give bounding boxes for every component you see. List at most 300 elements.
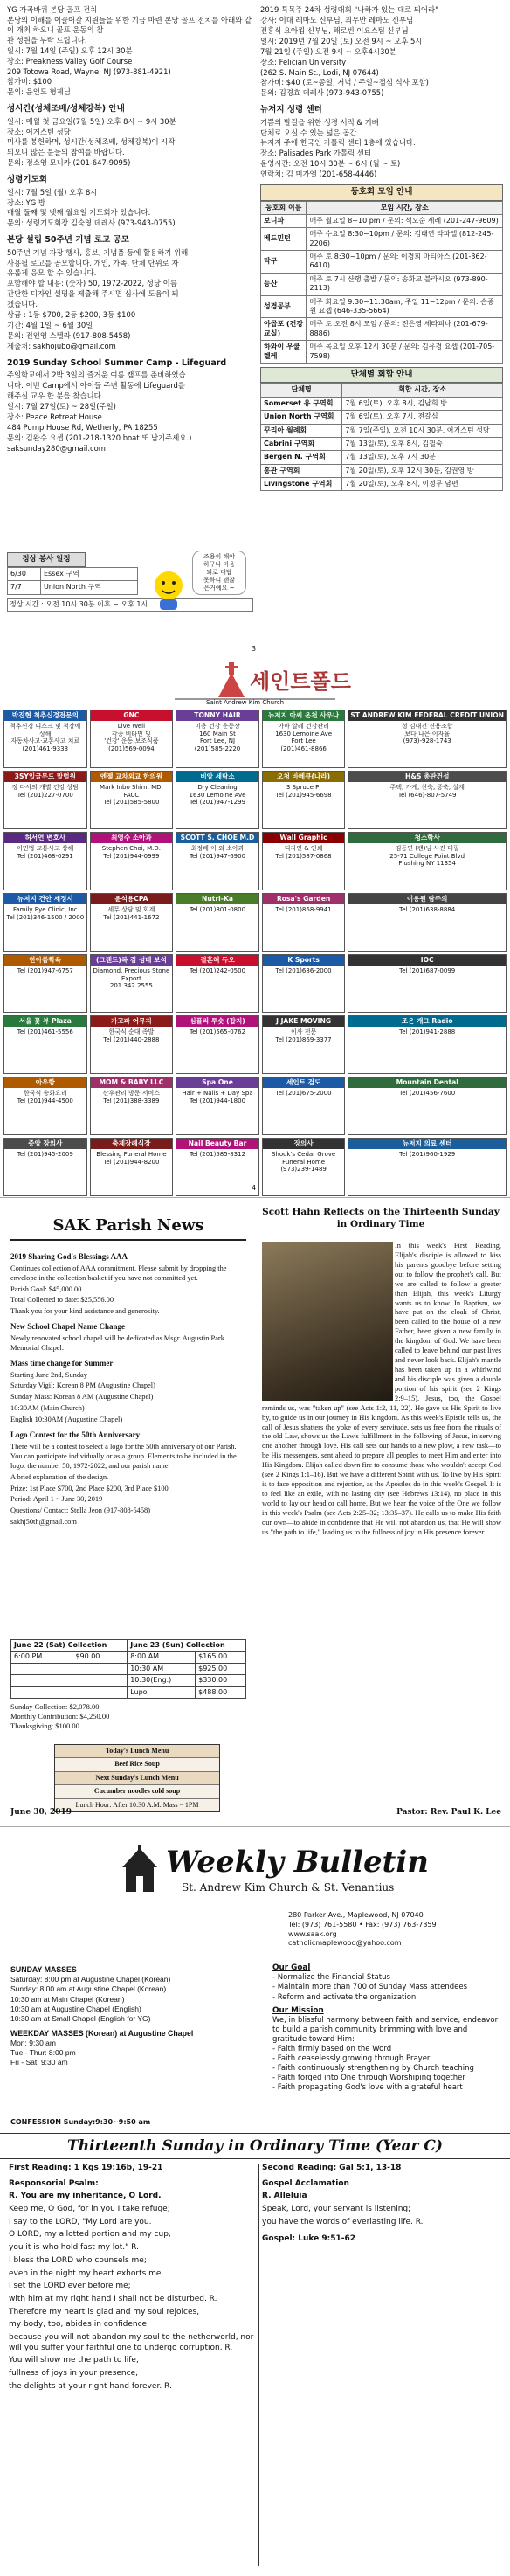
announcement-line: 일시: 7월 5일 (월) 오후 8시 bbox=[7, 187, 98, 197]
announcement-line: 유롭게 응모 할 수 있습니다. bbox=[7, 268, 97, 278]
announcement-line: 운영시간: 오전 10시 30분 ~ 6시 (월 ~ 토) bbox=[260, 159, 401, 169]
announcement-line: 484 Pump House Rd, Wetherly, PA 18255 bbox=[7, 422, 158, 432]
clubs-title: 동호회 모임 안내 bbox=[260, 184, 503, 200]
ad-title: Nutri-Ka bbox=[176, 894, 258, 904]
ad-line: 세무 상담 및 회계 bbox=[107, 905, 155, 913]
page-number: 4 bbox=[252, 1184, 257, 1192]
first-reading: First Reading: 1 Kgs 19:16b, 19-21 bbox=[9, 2164, 163, 2172]
announcement-line: 기쁨의 발걸을 위한 성경 서적 & 기배 bbox=[260, 117, 379, 127]
ad-line: Dry Cleaning bbox=[197, 783, 238, 791]
ad-line: 최정배·이 외 소아과 bbox=[190, 844, 245, 852]
mission-line: - Faith firmly based on the Word bbox=[272, 2045, 392, 2054]
announcement-line: 미사를 봉헌하며, 성시간(성체조배, 성체강복)이 시작 bbox=[7, 137, 176, 147]
ad-body bbox=[263, 843, 345, 890]
ad-title: 최영수 소아과 bbox=[91, 833, 173, 843]
mission-line: - Faith ceaselessly growing through Prayer bbox=[272, 2054, 431, 2064]
ad-title: 엔젤 교차외교 한의원 bbox=[91, 772, 173, 782]
announcement-line: 강사: 이대 레마도 신부님, 최무만 레마도 신부님 bbox=[260, 15, 414, 24]
ad-body bbox=[91, 1088, 173, 1134]
patrol-table bbox=[7, 567, 138, 595]
advertisement bbox=[176, 954, 259, 1013]
ad-body bbox=[91, 721, 173, 767]
announcement-line: 문의: 전인영 스텔라 (917-808-5458) bbox=[7, 331, 131, 340]
news-line: 10:30AM (Main Church) bbox=[10, 1404, 85, 1413]
ad-line: 미용 건강 운동장 bbox=[195, 722, 240, 730]
ad-line: Tel (201)242-0500 bbox=[189, 966, 246, 974]
bubble-line: 되로 대답 bbox=[206, 569, 232, 577]
news-line: Prize: 1st Place $700, 2nd Place $200, 3rd Place $100 bbox=[10, 1484, 169, 1492]
collection-cell bbox=[72, 1663, 128, 1674]
ad-line: Flushing NY 11354 bbox=[398, 860, 456, 868]
group-time-cell: 매주 목요일 오후 12시 30분 / 문의: 김유경 요셉 (201-705-7598) bbox=[307, 341, 503, 364]
group-time-cell: 매주 화요일 9:30~11:30am, 주일 11~12pm / 문의: 손종원 요셉 (646-335-5664) bbox=[307, 295, 503, 318]
mission-line: We, in blissful harmony between faith and service, endeavor to build a parish community brimming with love and gratitude toward Him: bbox=[272, 2015, 499, 2045]
group-name-cell: 꾸리아 월례회 bbox=[261, 424, 342, 437]
ad-line: 각종 비타민 및 bbox=[111, 730, 151, 737]
table-row bbox=[11, 1686, 246, 1698]
announcement-line: saksunday280@gmail.com bbox=[7, 443, 106, 453]
ad-body bbox=[91, 1027, 173, 1073]
group-time-cell: 7월 20일(토), 오후 12시 30분, 김권영 방 bbox=[342, 464, 503, 477]
sak-parish-news-title: SAK Parish News bbox=[10, 1215, 246, 1241]
announcement-line: 뉴저지 주에 한국인 가톨릭 센터 1층에 있습니다. bbox=[260, 138, 416, 148]
psalm-line: fullness of joys in your presence, bbox=[9, 2369, 138, 2378]
advertisement bbox=[262, 832, 346, 890]
group-name-cell: 하와이 우쿨렐레 bbox=[261, 341, 307, 364]
ad-title: J JAKE MOVING bbox=[263, 1016, 345, 1027]
weekly-bulletin-title: Weekly Bulletin bbox=[166, 1845, 430, 1880]
collection-cell: $165.00 bbox=[196, 1652, 246, 1663]
ad-line: 디자인 & 인쇄 bbox=[284, 844, 323, 852]
announcement-line: 해주실 교우 한 분을 찾습니다. bbox=[7, 391, 104, 401]
ad-body bbox=[263, 1027, 345, 1073]
ad-title: 이용원 탐주의 bbox=[348, 894, 506, 904]
psalm-response: R. You are my inheritance, O Lord. bbox=[9, 2192, 162, 2201]
announcement-line: 일시: 7월 14일 (주일) 오후 12시 30분 bbox=[7, 45, 133, 55]
group-name-cell: 베드민턴 bbox=[261, 228, 307, 251]
sunday-masses-title: SUNDAY MASSES bbox=[10, 1965, 77, 1974]
news-line: Thank you for your kind assistance and generosity. bbox=[10, 1307, 160, 1316]
page-advertisements bbox=[0, 655, 510, 1197]
group-name-cell: 등산 bbox=[261, 273, 307, 295]
news-line: Total Collected to date: $25,556.00 bbox=[10, 1296, 114, 1305]
ad-line: 25-71 College Point Blvd bbox=[389, 852, 465, 860]
ad-body bbox=[348, 721, 506, 767]
announcement-line: 문의: 윤인도 형제님 bbox=[7, 87, 71, 97]
advertisement bbox=[176, 1015, 259, 1074]
advertisement bbox=[262, 710, 346, 768]
ad-line: Fort Lee, NJ bbox=[199, 737, 236, 745]
advertisement bbox=[262, 771, 346, 829]
ad-body bbox=[4, 843, 86, 890]
lunch-hours: Lunch Hour: After 10:30 A.M. Mass ~ 1PM bbox=[75, 1800, 199, 1809]
ad-body bbox=[263, 1088, 345, 1134]
psalm-line: O LORD, my allotted portion and my cup, bbox=[9, 2230, 171, 2240]
ad-line: 한국식 송화요리 bbox=[24, 1089, 67, 1097]
advertisement bbox=[3, 1138, 87, 1196]
group-time-cell: 7월 13일(토), 오후 8시, 김필숙 bbox=[342, 437, 503, 450]
ad-line: Tel (201)587-0868 bbox=[275, 852, 332, 860]
ad-line: Tel (201)869-3377 bbox=[275, 1035, 332, 1043]
ads-header-sub: Saint Andrew Kim Church bbox=[206, 699, 285, 706]
announcement-title: 2019 Sunday School Summer Camp - Lifeguard bbox=[7, 357, 227, 368]
collection-week1-label: June 22 (Sat) Collection bbox=[11, 1640, 128, 1652]
news-line: There will be a contest to select a logo for the 50th anniversary of our Parish. You can participate individually or as a group. Elements to be included in the logo: the number 50, 1972-2022, and our parish name. bbox=[10, 1442, 237, 1470]
news-line: Starting June 2nd, Sunday bbox=[10, 1370, 87, 1379]
advertisement bbox=[348, 893, 507, 952]
announcement-block bbox=[260, 5, 503, 98]
collection-cell: $488.00 bbox=[196, 1686, 246, 1698]
group-time-cell: 7월 13일(토), 오후 7시 30분 bbox=[342, 451, 503, 464]
table-row bbox=[11, 1652, 246, 1663]
patrol-speech-bubble bbox=[192, 551, 246, 595]
psalm-title: Responsorial Psalm: bbox=[9, 2178, 99, 2188]
second-reading: Second Reading: Gal 5:1, 13-18 bbox=[262, 2164, 402, 2172]
announcement-line: 일시: 7월 27일(토) ~ 28일(주일) bbox=[7, 401, 116, 411]
ad-line: (201)461-9333 bbox=[22, 745, 69, 753]
announcement-line: 전흥식 요아킴 신부님, 해로빈 이요스팀 신부님 bbox=[260, 25, 409, 35]
ad-line: Tel (201)440-2888 bbox=[103, 1035, 160, 1043]
advertisement bbox=[90, 1015, 174, 1074]
table-row bbox=[261, 214, 503, 227]
groups-col-name: 단체명 bbox=[261, 384, 342, 397]
patrol-date: 6/30 bbox=[8, 568, 41, 581]
ad-line: Tel (201)944-1800 bbox=[189, 1097, 246, 1104]
group-name-cell: 홍관 구역회 bbox=[261, 464, 342, 477]
announcement-block bbox=[7, 104, 253, 168]
ad-line: 아마 알레 건강관리 bbox=[278, 722, 329, 730]
ad-body bbox=[4, 904, 86, 951]
ad-line: 보다 나은 이자율 bbox=[404, 730, 451, 737]
ad-line: (201)461-8866 bbox=[280, 745, 327, 753]
ad-line: 산후관리 방문 서비스 bbox=[102, 1089, 161, 1097]
ad-line: (201)569-0094 bbox=[108, 745, 155, 753]
lunch-menu-item: Beef Rice Soup bbox=[55, 1758, 219, 1771]
ad-line: 김동연 (팬)님 사진 대필 bbox=[395, 844, 459, 852]
ads-header bbox=[0, 655, 510, 708]
advertisement bbox=[176, 710, 259, 768]
ad-title: SCOTT S. CHOE M.D bbox=[176, 833, 258, 843]
ad-title: (그랜트)복 김 성테 보석 bbox=[91, 955, 173, 966]
ad-body bbox=[176, 782, 258, 828]
advertisement bbox=[262, 1138, 346, 1196]
announcement-line: 포함해야 할 내용: (숫자) 50, 1972-2022, 성당 이름 bbox=[7, 279, 177, 288]
news-title: New School Chapel Name Change bbox=[10, 1322, 126, 1332]
weekday-mass-line: Mon: 9:30 am bbox=[10, 2039, 56, 2048]
ad-body bbox=[263, 1149, 345, 1195]
psalm-line: you it is who hold fast my lot." R. bbox=[9, 2243, 139, 2253]
table-row bbox=[261, 251, 503, 274]
announcement-line: 2019 특목주 24차 성령대회 "나하가 있는 대로 되어라" bbox=[260, 5, 438, 14]
announcement-line: 간단한 디자인 설명을 제출해 주시면 심사에 도움이 되 bbox=[7, 289, 179, 299]
collection-block bbox=[10, 1639, 246, 1731]
readings-left bbox=[9, 2164, 255, 2394]
announcements-left-column bbox=[7, 5, 253, 459]
ad-line: Tel (201)868-9941 bbox=[275, 905, 332, 913]
ad-line: 자동차사고·교통사고 치료 bbox=[10, 737, 80, 745]
group-time-cell: 7월 6일(토), 오후 8시, 김남희 방 bbox=[342, 397, 503, 410]
ad-title: ST ANDREW KIM FEDERAL CREDIT UNION bbox=[350, 711, 504, 719]
ad-body bbox=[91, 1149, 173, 1195]
scott-hahn-title: Scott Hahn Reflects on the Thirteenth Sunday in Ordinary Time bbox=[262, 1207, 500, 1229]
sunday-mass-line: Sunday: 8:00 am at Augustine Chapel (Korean) bbox=[10, 1984, 167, 1994]
ad-line: Tel (201)456-7600 bbox=[399, 1089, 456, 1097]
ad-line: Tel (201)638-8884 bbox=[399, 905, 456, 913]
announcement-line: 장소: Felician University bbox=[260, 57, 347, 66]
ad-body bbox=[4, 1088, 86, 1134]
page-parish-news bbox=[0, 1197, 510, 1826]
ad-body bbox=[4, 782, 86, 828]
psalm-line: because you will not abandon my soul to the netherworld, nor will you suffer your faithful one to undergo corruption. R. bbox=[9, 2332, 254, 2352]
group-name-cell: 보니파 bbox=[261, 214, 307, 227]
ad-line: 주택, 가게, 신축, 증축, 설계 bbox=[389, 783, 465, 791]
advertisement bbox=[90, 771, 174, 829]
ad-title: TONNY HAIR bbox=[176, 710, 258, 721]
ad-line: Live Well bbox=[117, 722, 146, 730]
ad-line: 이사 전문 bbox=[290, 1028, 317, 1035]
news-line: Questions/ Contact: Stella Jeon (917-808-5458) bbox=[10, 1506, 151, 1515]
patrol-date: 7/7 bbox=[8, 581, 41, 594]
patrol-note: 정상 시간 : 오전 10시 30분 이후 ~ 오후 1시 bbox=[7, 598, 253, 612]
ad-body bbox=[348, 843, 506, 890]
collection-cell: $925.00 bbox=[196, 1663, 246, 1674]
groups-col-time: 회합 시간, 장소 bbox=[342, 384, 503, 397]
scott-hahn-text: In this week's First Reading, Elijah's disciple is allowed to kiss his parents goodbye before setting out to follow the prophet's call. But we are called to follow a greater than Elijah, this week's Liturgy wants us to know. In Baptism, we have put on the cloak of Christ, been called to the house of a new Father, been given a new family in the kingdom of God. We have been called to leave behind our past lives and never look back. Elijah's mantle has been taken up in a whirlwind and his disciple was given a double portion of his spirit (see 2 Kings 2:9–15). Jesus, too, the Gospel reminds us, was "taken up" (see Acts 1:2, 11, 22). He gave us His Spirit to live by, to guide us in our journey in His kingdom. As this week's Epistle tells us, the call of Jesus shatters the yoke of every servitude, sets us free from the rituals of the old Law, shows us the Law's fulfillment in the following of Jesus, in serving one another through love. His call sets our hands to a new plow, a new task—to be His messengers, sent ahead to prepare all peoples to meet Him and enter into His Kingdom. Elijah called down fire to consume those who wouldn't accept God (see 2 Kings 1:1–16). But we have a different Spirit with us. To live by His Spirit is to face opposition and rejection, as the Apostles do in this week's Gospel. It is to feel like an exile, with no lasting city (see Hebrews 13:14), no place in this world to lay our head or call home. But we hear the voice of the One we follow in this week's Psalm (see Acts 2:25–32; 13:35–37). He calls us to make His faith our own—to abide in confidence that He will not abandon us, that He will show us "the path to life," leading us to the fullness of joy in His presence forever. bbox=[262, 1242, 501, 1536]
advertisement bbox=[348, 771, 507, 829]
advertisement bbox=[348, 832, 507, 890]
advertisement bbox=[176, 832, 259, 890]
ad-line: (973)-928-1743 bbox=[403, 737, 451, 745]
table-row bbox=[261, 228, 503, 251]
announcement-line: YG 가곡바퀴 본당 골프 전치 bbox=[7, 5, 98, 14]
group-time-cell: 7월 20일(토), 오후 8시, 이정무 남편 bbox=[342, 478, 503, 491]
announcement-line: 장소: 어거스틴 성당 bbox=[7, 127, 71, 136]
church-building-icon bbox=[114, 1845, 166, 1897]
sunday-mass-line: 10:30 am at Augustine Chapel (English) bbox=[10, 2004, 141, 2013]
goals-mission bbox=[272, 1960, 503, 2093]
announcement-line: 단체로 오실 수 있는 넓은 공간 bbox=[260, 128, 357, 137]
collection-cell bbox=[72, 1686, 128, 1698]
table-row bbox=[11, 1663, 246, 1674]
ad-body bbox=[91, 904, 173, 951]
advertisement bbox=[3, 832, 87, 890]
table-row bbox=[261, 464, 503, 477]
ads-grid bbox=[3, 710, 507, 1196]
announcement-line: 7월 21일 (주일) 오전 9시 ~ 오후4시30분 bbox=[260, 46, 396, 56]
ad-line: Tel (201)585-5800 bbox=[103, 799, 160, 807]
ad-line: Diamond, Precious Stone Export bbox=[93, 966, 170, 982]
clubs-col-time: 모임 시간, 장소 bbox=[307, 201, 503, 214]
weekday-mass-line: Fri - Sat: 9:30 am bbox=[10, 2058, 68, 2067]
group-time-cell: 매주 토 8:30~10pm / 문의: 이경희 마티아스 (201-362-6410) bbox=[307, 251, 503, 274]
ad-body bbox=[91, 843, 173, 890]
ad-body bbox=[176, 843, 258, 890]
advertisement bbox=[90, 710, 174, 768]
lunch-menu-title: Today's Lunch Menu bbox=[55, 1745, 219, 1758]
ad-title: 허서연 변호사 bbox=[4, 833, 86, 843]
announcement-line: 본당의 이해를 이끌어갈 지원들을 위한 기금 마련 본당 골프 전치를 아래와 같이 개최 하오니 골프 운동의 참 bbox=[7, 15, 252, 34]
psalm-line: You will show me the path to life, bbox=[9, 2356, 139, 2365]
announcement-line: 제출처: sakhojubo@gmail.com bbox=[7, 341, 116, 350]
announcement-block bbox=[7, 5, 253, 97]
advertisement bbox=[348, 954, 507, 1013]
groups-table bbox=[260, 383, 503, 491]
goal-line: - Normalize the Financial Status bbox=[272, 1973, 390, 1983]
advertisement bbox=[262, 1077, 346, 1135]
ad-body bbox=[91, 966, 173, 1012]
announcement-line: 문의: 김경효 데레사 (973-943-0755) bbox=[260, 88, 384, 98]
weekday-masses-title: WEEKDAY MASSES (Korean) at Augustine Chapel bbox=[10, 2028, 194, 2038]
advertisement bbox=[90, 1138, 174, 1196]
announcement-line: 겠습니다. bbox=[7, 300, 38, 309]
news-line: Continues collection of AAA commitment. Please submit by dropping the envelope in the collection basket if you have not committed yet. bbox=[10, 1264, 227, 1282]
news-line: Parish Goal: $45,000.00 bbox=[10, 1285, 82, 1293]
psalm-line: with him at my right hand I shall not be disturbed. R. bbox=[9, 2294, 217, 2303]
announcement-line: 사용될 로고를 공모합니다. 개인, 가족, 단체 단위로 자 bbox=[7, 258, 179, 267]
announcement-block bbox=[260, 105, 503, 179]
announcement-line: 기간: 4월 1일 ~ 6월 30일 bbox=[7, 321, 93, 330]
ad-title: 장의사 bbox=[263, 1139, 345, 1149]
ad-title: 청소학사 bbox=[348, 833, 506, 843]
announcement-line: (262 S. Main St., Lodi, NJ 07644) bbox=[260, 67, 379, 77]
ad-line: 3 Spruce Pl bbox=[286, 783, 321, 791]
address-line: www.saak.org bbox=[288, 1929, 337, 1938]
readings-right bbox=[262, 2164, 503, 2247]
cartoon-boy-icon bbox=[145, 568, 192, 612]
ad-title: K Sports bbox=[263, 955, 345, 966]
ad-title: 결혼해 듀오 bbox=[176, 955, 258, 966]
bubble-line: 조용히 해야 bbox=[203, 553, 236, 560]
announcement-line: 주일학교에서 2박 3일의 즐거운 여름 캠프를 준비하였습 bbox=[7, 370, 186, 380]
table-row bbox=[261, 411, 503, 424]
ad-title: 중앙 장의사 bbox=[4, 1139, 86, 1149]
ad-line: Tel (201)441-1672 bbox=[103, 913, 160, 921]
ad-line: Tel (201)227-0700 bbox=[17, 791, 73, 799]
advertisement bbox=[3, 893, 87, 952]
ad-line: 160 Main St bbox=[199, 730, 236, 737]
ad-line: Tel (201)687-0099 bbox=[399, 966, 456, 974]
announcement-line: 장소: Palisades Park 가톨릭 센터 bbox=[260, 149, 371, 158]
psalm-line: Therefore my heart is glad and my soul rejoices, bbox=[9, 2307, 200, 2316]
news-line: Sunday Mass: Korean 8 AM (Augustine Chapel) bbox=[10, 1393, 154, 1402]
announcement-block bbox=[7, 235, 253, 351]
announcement-line: 연락처: 김 미가엘 (201-658-4446) bbox=[260, 170, 377, 179]
group-name-cell: Livingstone 구역회 bbox=[261, 478, 342, 491]
ad-title: Wall Graphic bbox=[263, 833, 345, 843]
group-time-cell: 7월 6일(토), 오후 7시, 전갈심 bbox=[342, 411, 503, 424]
ad-line: Tel (201)585-8312 bbox=[189, 1150, 246, 1158]
announcement-line: 문의: 성령기도회장 김숙영 데레사 (973-943-0755) bbox=[7, 218, 176, 228]
gospel-acclamation-alleluia: R. Alleluia bbox=[262, 2192, 307, 2201]
scott-hahn-reflection bbox=[262, 1242, 501, 1538]
ad-body bbox=[4, 1027, 86, 1073]
ad-body bbox=[4, 966, 86, 1012]
table-row bbox=[261, 437, 503, 450]
ad-body bbox=[348, 1027, 506, 1073]
sunday-mass-line: Saturday: 8:00 pm at Augustine Chapel (Korean) bbox=[10, 1975, 171, 1984]
group-time-cell: 매주 월요일 8~10 pm / 문의: 석오순 세례 (201-247-9609) bbox=[307, 214, 503, 227]
acclamation-line: Speak, Lord, your servant is listening; bbox=[262, 2205, 411, 2214]
ad-line: Tel (201)801-0800 bbox=[189, 905, 246, 913]
collection-cell: 10:30 AM bbox=[128, 1663, 196, 1674]
bulletin-date: June 30, 2019 bbox=[10, 1808, 72, 1817]
advertisement bbox=[90, 1077, 174, 1135]
ad-title: 세인트 검도 bbox=[263, 1077, 345, 1088]
group-name-cell: Cabrini 구역회 bbox=[261, 437, 342, 450]
ad-title: Spa One bbox=[176, 1077, 258, 1088]
ad-line: (973)239-1489 bbox=[280, 1166, 327, 1174]
ad-body bbox=[176, 1027, 258, 1073]
ad-title: 가고파 어뮤지 bbox=[91, 1016, 173, 1027]
ad-title: 뉴저지 건안 세정시 bbox=[4, 894, 86, 904]
advertisement bbox=[3, 1015, 87, 1074]
gospel-reading: Gospel: Luke 9:51-62 bbox=[262, 2234, 356, 2244]
ad-line: 정 다사의 개별 건강 상담 bbox=[11, 783, 79, 791]
ad-line: Tel (201)960-1929 bbox=[399, 1150, 456, 1158]
mission-line: - Faith forged into One through Worshiping together bbox=[272, 2074, 465, 2083]
advertisement bbox=[176, 771, 259, 829]
ad-line: Tel (201)565-0762 bbox=[189, 1028, 246, 1035]
psalm-line: the delights at your right hand forever. R. bbox=[9, 2381, 172, 2391]
ad-body bbox=[176, 721, 258, 767]
ad-title: 아우항 bbox=[4, 1077, 86, 1088]
collection-cell: $90.00 bbox=[72, 1652, 128, 1663]
group-time-cell: 매주 수요일 8:30~10pm / 문의: 김태연 라파엘 (812-245-2206) bbox=[307, 228, 503, 251]
page-number: 3 bbox=[252, 645, 257, 653]
announcement-line: 관 성원을 부탁 드립니다. bbox=[7, 35, 87, 45]
collection-cell bbox=[11, 1675, 72, 1686]
ad-line: '건강' 운동 보조식품 bbox=[104, 737, 159, 745]
ad-body bbox=[348, 904, 506, 951]
collection-summary bbox=[10, 1702, 246, 1731]
ad-line: Shook's Cedar Grove Funeral Home bbox=[271, 1150, 336, 1166]
ad-body bbox=[4, 721, 86, 767]
goal-title: Our Goal bbox=[272, 1963, 311, 1972]
table-row bbox=[261, 424, 503, 437]
ad-title: H&S 총판건설 bbox=[348, 772, 506, 782]
confession-time: CONFESSION Sunday:9:30~9:50 am bbox=[10, 2116, 503, 2127]
ad-line: Tel (646)-807-5749 bbox=[397, 791, 457, 799]
ad-line: Tel (201)941-2888 bbox=[399, 1028, 456, 1035]
announcement-block bbox=[7, 175, 253, 228]
ad-line: Tel (201)468-0291 bbox=[17, 852, 73, 860]
ad-body bbox=[176, 1088, 258, 1134]
collection-cell: $330.00 bbox=[196, 1675, 246, 1686]
ad-title: Nail Beauty Bar bbox=[176, 1139, 258, 1149]
announcement-line: 50주년 기념 자장 행사, 홍보, 기념품 등에 활용하기 위해 bbox=[7, 247, 189, 257]
group-name-cell: 성경공부 bbox=[261, 295, 307, 318]
goal-line: - Maintain more than 700 of Sunday Mass attendees bbox=[272, 1983, 467, 1992]
announcement-line: 상금 : 1등 $700, 2등 $200, 3등 $100 bbox=[7, 310, 136, 320]
mission-line: - Faith continuously strengthening by Church teaching bbox=[272, 2064, 474, 2074]
ad-body bbox=[176, 904, 258, 951]
parish-address bbox=[288, 1911, 437, 1949]
ad-line: Blessing Funeral Home bbox=[96, 1150, 167, 1158]
announcement-line: 참가비: $100 bbox=[7, 77, 52, 87]
announcement-line: 문의: 정소영 모니카 (201-647-9095) bbox=[7, 158, 131, 168]
group-name-cell: Union North 구역회 bbox=[261, 411, 342, 424]
ad-line: 1630 Lemoine Ave bbox=[189, 791, 246, 799]
mission-line: - Faith propagating God's love with a grateful heart bbox=[272, 2083, 463, 2093]
table-row bbox=[261, 478, 503, 491]
news-line: English 10:30AM (Augustine Chapel) bbox=[10, 1416, 123, 1424]
news-line: Newly renovated school chapel will be dedicated as Msgr. Augustin Park Memorial Chapel. bbox=[10, 1333, 224, 1352]
announcement-title: 뉴저지 성령 센터 bbox=[260, 105, 322, 115]
group-name-cell: Somerset 유 구역회 bbox=[261, 397, 342, 410]
ad-line: 1630 Lemoine Ave bbox=[275, 730, 333, 737]
ad-line: (201)585-2220 bbox=[194, 745, 241, 753]
sak-news-body bbox=[10, 1247, 246, 1529]
